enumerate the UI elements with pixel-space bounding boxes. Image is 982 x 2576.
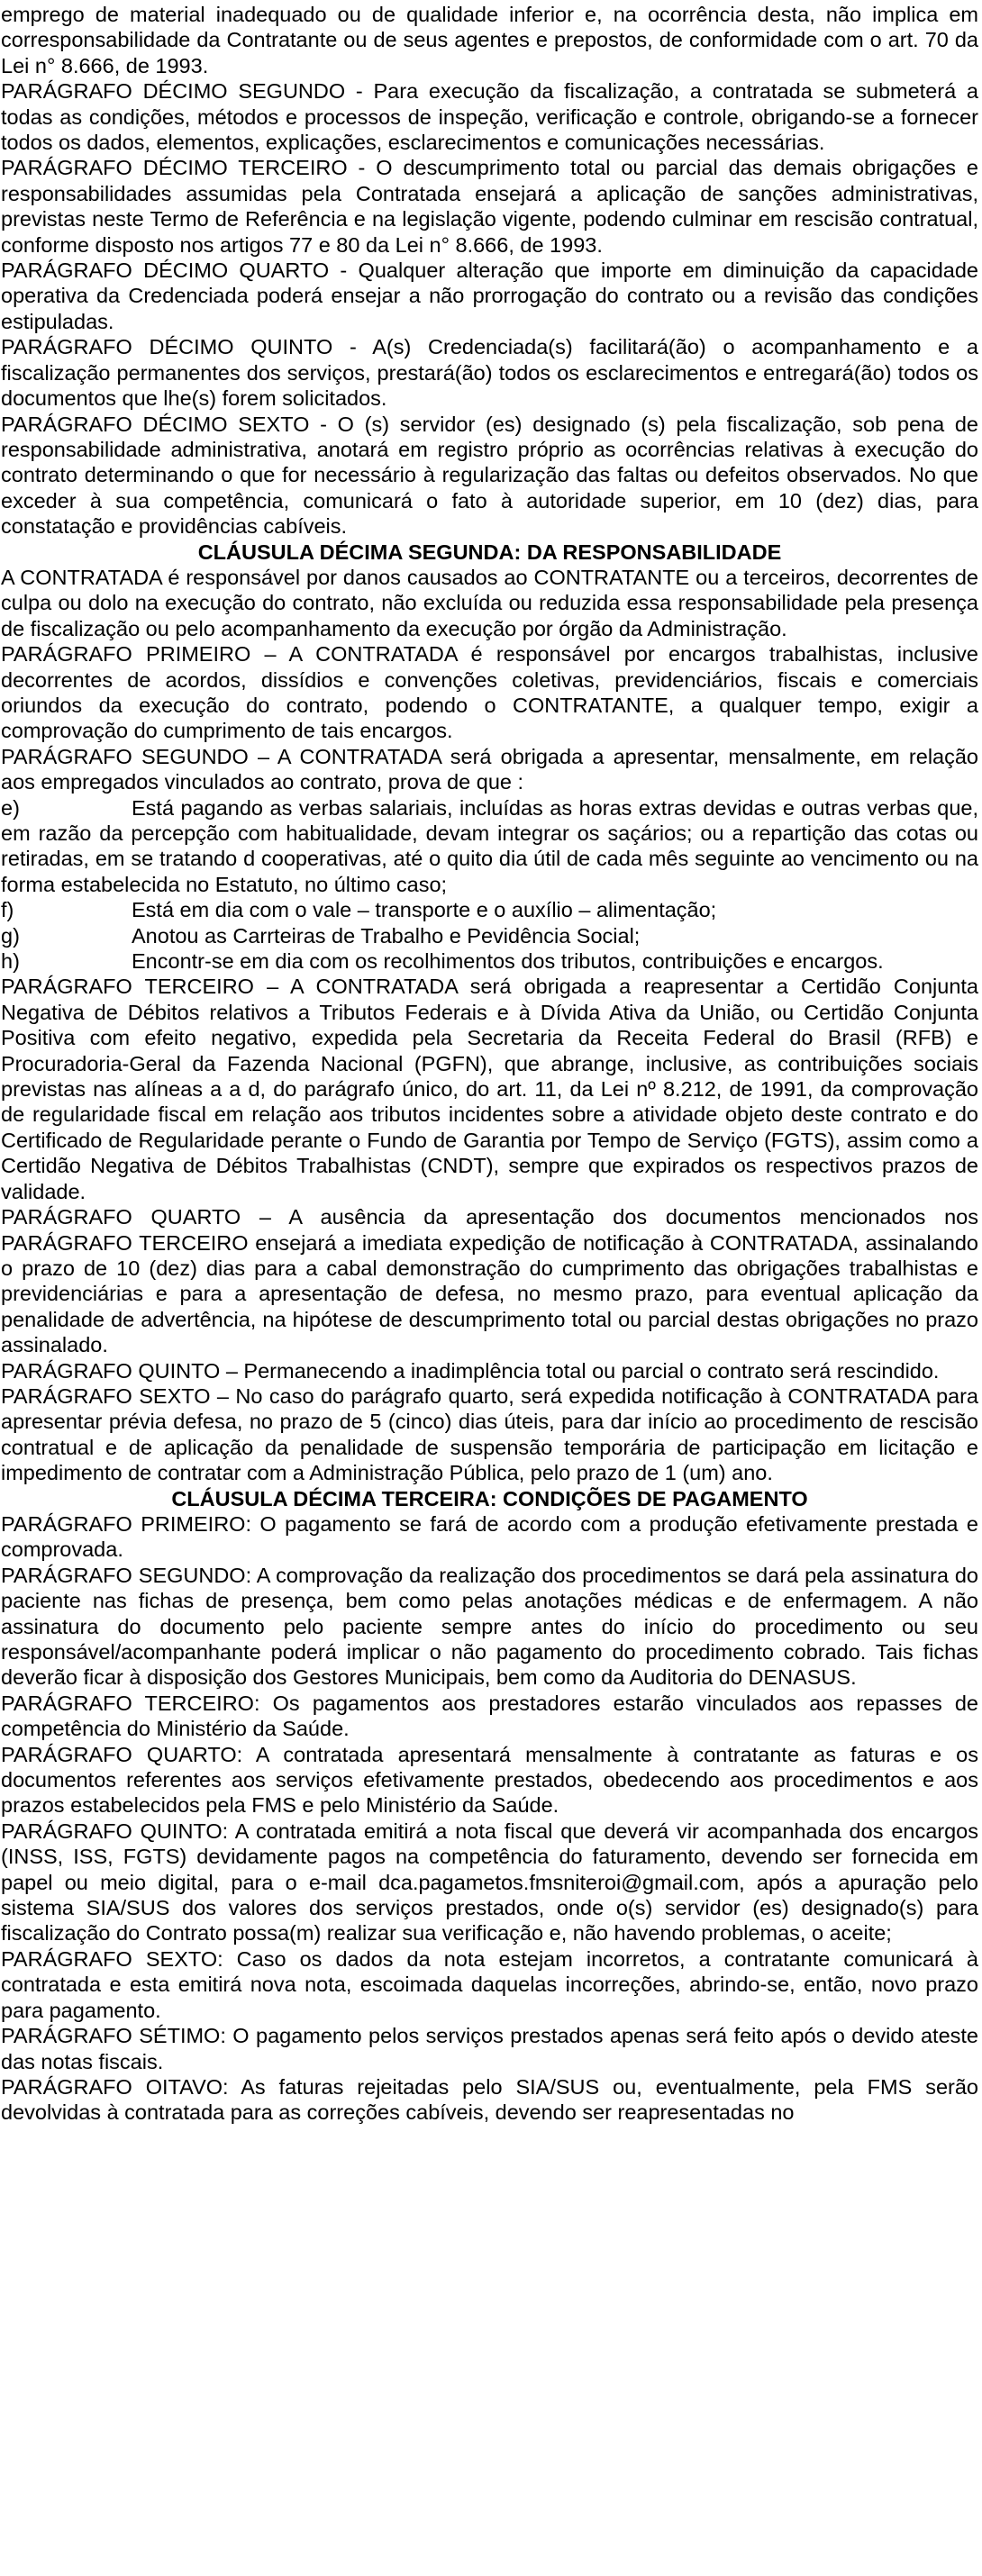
paragraph: emprego de material inadequado ou de qualidade inferior e, na ocorrência desta, não implica em corresponsabilidade da Contratante ou de seus agentes e prepostos, de conformidade com o art. 70 da Lei n° 8.666, de 1993. [1, 3, 978, 77]
list-item-text: Está em dia com o vale – transporte e o auxílio – alimentação; [132, 898, 717, 922]
paragraph: PARÁGRAFO PRIMEIRO – A CONTRATADA é responsável por encargos trabalhistas, inclusive decorrentes de acordos, dissídios e convenções coletivas, previdenciários, fiscais e comerciais oriundos da execução do contrato, podendo o CONTRATANTE, a qualquer tempo, exigir a comprovação do cumprimento de tais encargos. [1, 642, 978, 743]
clause-heading: CLÁUSULA DÉCIMA SEGUNDA: DA RESPONSABILIDADE [197, 540, 782, 564]
paragraph: PARÁGRAFO SEGUNDO: A comprovação da realização dos procedimentos se dará pela assinatura do paciente nas fichas de presença, bem como pelas anotações médicas e de enfermagem. A não assinatura do documento pelo paciente sempre antes do início do procedimento ou seu responsável/acompanhante poderá implicar o não pagamento do procedimento cobrado. Tais fichas deverão ficar à disposição dos Gestores Municipais, bem como da Auditoria do DENASUS. [1, 1563, 978, 1690]
paragraph: PARÁGRAFO QUARTO – A ausência da apresentação dos documentos mencionados nos PARÁGRAFO TERCEIRO ensejará a imediata expedição de notificação à CONTRATADA, assinalando o prazo de 10 (dez) dias para a cabal demonstração do cumprimento das obrigações trabalhistas e previdenciárias e para a apresentação de defesa, no mesmo prazo, para eventual aplicação da penalidade de advertência, na hipótese de descumprimento total ou parcial destas obrigações no prazo assinalado. [1, 1205, 978, 1357]
list-item [1, 795, 978, 898]
paragraph: PARÁGRAFO DÉCIMO SEGUNDO - Para execução da fiscalização, a contratada se submeterá a todas as condições, métodos e processos de inspeção, verificação e controle, obrigando-se a fornecer todos os dados, elementos, explicações, esclarecimentos e comunicações necessárias. [1, 79, 978, 155]
list-item-text: Encontr-se em dia com os recolhimentos dos tributos, contribuições e encargos. [132, 949, 884, 974]
paragraph: PARÁGRAFO DÉCIMO QUARTO - Qualquer alteração que importe em diminuição da capacidade operativa da Credenciada poderá ensejar a não prorrogação do contrato ou a revisão das condições estipuladas. [1, 259, 978, 333]
paragraph: PARÁGRAFO DÉCIMO QUINTO - A(s) Credenciada(s) facilitará(ão) o acompanhamento e a fiscalização permanentes dos serviços, prestará(ão) todos os esclarecimentos e entregará(ão) todos os documentos que lhe(s) forem solicitados. [1, 335, 978, 411]
paragraph: PARÁGRAFO QUARTO: A contratada apresentará mensalmente à contratante as faturas e os documentos referentes aos serviços efetivamente prestados, obedecendo aos procedimentos e aos prazos estabelecidos pela FMS e pelo Ministério da Saúde. [1, 1742, 978, 1818]
paragraph: PARÁGRAFO SEGUNDO – A CONTRATADA será obrigada a apresentar, mensalmente, em relação aos empregados vinculados ao contrato, prova de que : [1, 744, 978, 794]
list-item [1, 923, 978, 948]
paragraph: PARÁGRAFO TERCEIRO – A CONTRATADA será obrigada a reapresentar a Certidão Conjunta Negativa de Débitos relativos a Tributos Federais e à Dívida Ativa da União, ou Certidão Conjunta Positiva com efeito negativo, expedida pela Secretaria da Receita Federal do Brasil (RFB) e Procuradoria-Geral da Fazenda Nacional (PGFN), que abrange, inclusive, as contribuições sociais previstas nas alíneas a a d, do parágrafo único, do art. 11, da Lei nº 8.212, de 1991, da comprovação de regularidade fiscal em relação aos tributos incidentes sobre a atividade objeto deste contrato e do Certificado de Regularidade perante o Fundo de Garantia por Tempo de Serviço (FGTS), assim como a Certidão Negativa de Débitos Trabalhistas (CNDT), sempre que expirados os respectivos prazos de validade. [1, 975, 978, 1203]
list-item-marker: g) [1, 923, 20, 948]
list-item-text: Está pagando as verbas salariais, incluídas as horas extras devidas e outras verbas que, em razão da percepção com habitualidade, devam integrar os saçários; ou a repartição das cotas ou retiradas, em se tratando d cooperativas, até o quito dia útil de cada mês seguinte ao vencimento ou na forma estabelecida no Estatuto, no último caso; [1, 795, 978, 896]
paragraph: PARÁGRAFO TERCEIRO: Os pagamentos aos prestadores estarão vinculados aos repasses de competência do Ministério da Saúde. [1, 1691, 978, 1741]
paragraph: PARÁGRAFO SÉTIMO: O pagamento pelos serviços prestados apenas será feito após o devido ateste das notas fiscais. [1, 2024, 978, 2073]
paragraph: A CONTRATADA é responsável por danos causados ao CONTRATANTE ou a terceiros, decorrentes de culpa ou dolo na execução do contrato, não excluída ou reduzida essa responsabilidade pela presença de fiscalização ou pelo acompanhamento da execução por órgão da Administração. [1, 565, 978, 640]
paragraph: PARÁGRAFO OITAVO: As faturas rejeitadas pelo SIA/SUS ou, eventualmente, pela FMS serão devolvidas à contratada para as correções cabíveis, devendo ser reapresentadas no [1, 2074, 978, 2125]
paragraph: PARÁGRAFO DÉCIMO SEXTO - O (s) servidor (es) designado (s) pela fiscalização, sob pena de responsabilidade administrativa, anotará em registro próprio as ocorrências relativas à execução do contrato determinando o que for necessário à regularização das faltas ou defeitos observados. No que exceder à sua competência, comunicará o fato à autoridade superior, em 10 (dez) dias, para constatação e providências cabíveis. [1, 412, 978, 539]
list-item-marker: h) [1, 949, 20, 974]
paragraph: PARÁGRAFO PRIMEIRO: O pagamento se fará de acordo com a produção efetivamente prestada e comprovada. [1, 1511, 978, 1562]
paragraph: PARÁGRAFO DÉCIMO TERCEIRO - O descumprimento total ou parcial das demais obrigações e responsabilidades assumidas pela Contratada ensejará a aplicação de sanções administrativas, previstas neste Termo de Referência e na legislação vigente, podendo culminar em rescisão contratual, conforme disposto nos artigos 77 e 80 da Lei n° 8.666, de 1993. [1, 156, 978, 257]
list-item-text: Anotou as Carrteiras de Trabalho e Pevidência Social; [132, 923, 641, 948]
paragraph: PARÁGRAFO QUINTO – Permanecendo a inadimplência total ou parcial o contrato será rescindido. [1, 1358, 940, 1383]
paragraph: PARÁGRAFO SEXTO – No caso do parágrafo quarto, será expedida notificação à CONTRATADA para apresentar prévia defesa, no prazo de 5 (cinco) dias úteis, para dar início ao procedimento de rescisão contratual e de aplicação da penalidade de suspensão temporária de participação em licitação e impedimento de contratar com a Administração Pública, pelo prazo de 1 (um) ano. [1, 1383, 978, 1485]
list-item [1, 897, 978, 922]
clause-heading: CLÁUSULA DÉCIMA TERCEIRA: CONDIÇÕES DE PAGAMENTO [171, 1486, 808, 1510]
list-item-marker: e) [1, 795, 20, 820]
list-item [1, 948, 978, 974]
paragraph: PARÁGRAFO QUINTO: A contratada emitirá a nota fiscal que deverá vir acompanhada dos encargos (INSS, ISS, FGTS) devidamente pagos na competência do faturamento, devendo ser fornecida em papel ou meio digital, para o e-mail dca.pagametos.fmsniteroi@gmail.com, após a apuração pelo sistema SIA/SUS dos valores dos serviços prestados, onde o(s) servidor (es) designado(s) para fiscalização do Contrato possa(m) realizar sua verificação e, não havendo problemas, o aceite; [1, 1819, 978, 1946]
paragraph: PARÁGRAFO SEXTO: Caso os dados da nota estejam incorretos, a contratante comunicará à contratada e esta emitirá nova nota, escoimada daquelas incorreções, abrindo-se, então, novo prazo para pagamento. [1, 1946, 978, 2022]
list-item-marker: f) [1, 898, 14, 922]
